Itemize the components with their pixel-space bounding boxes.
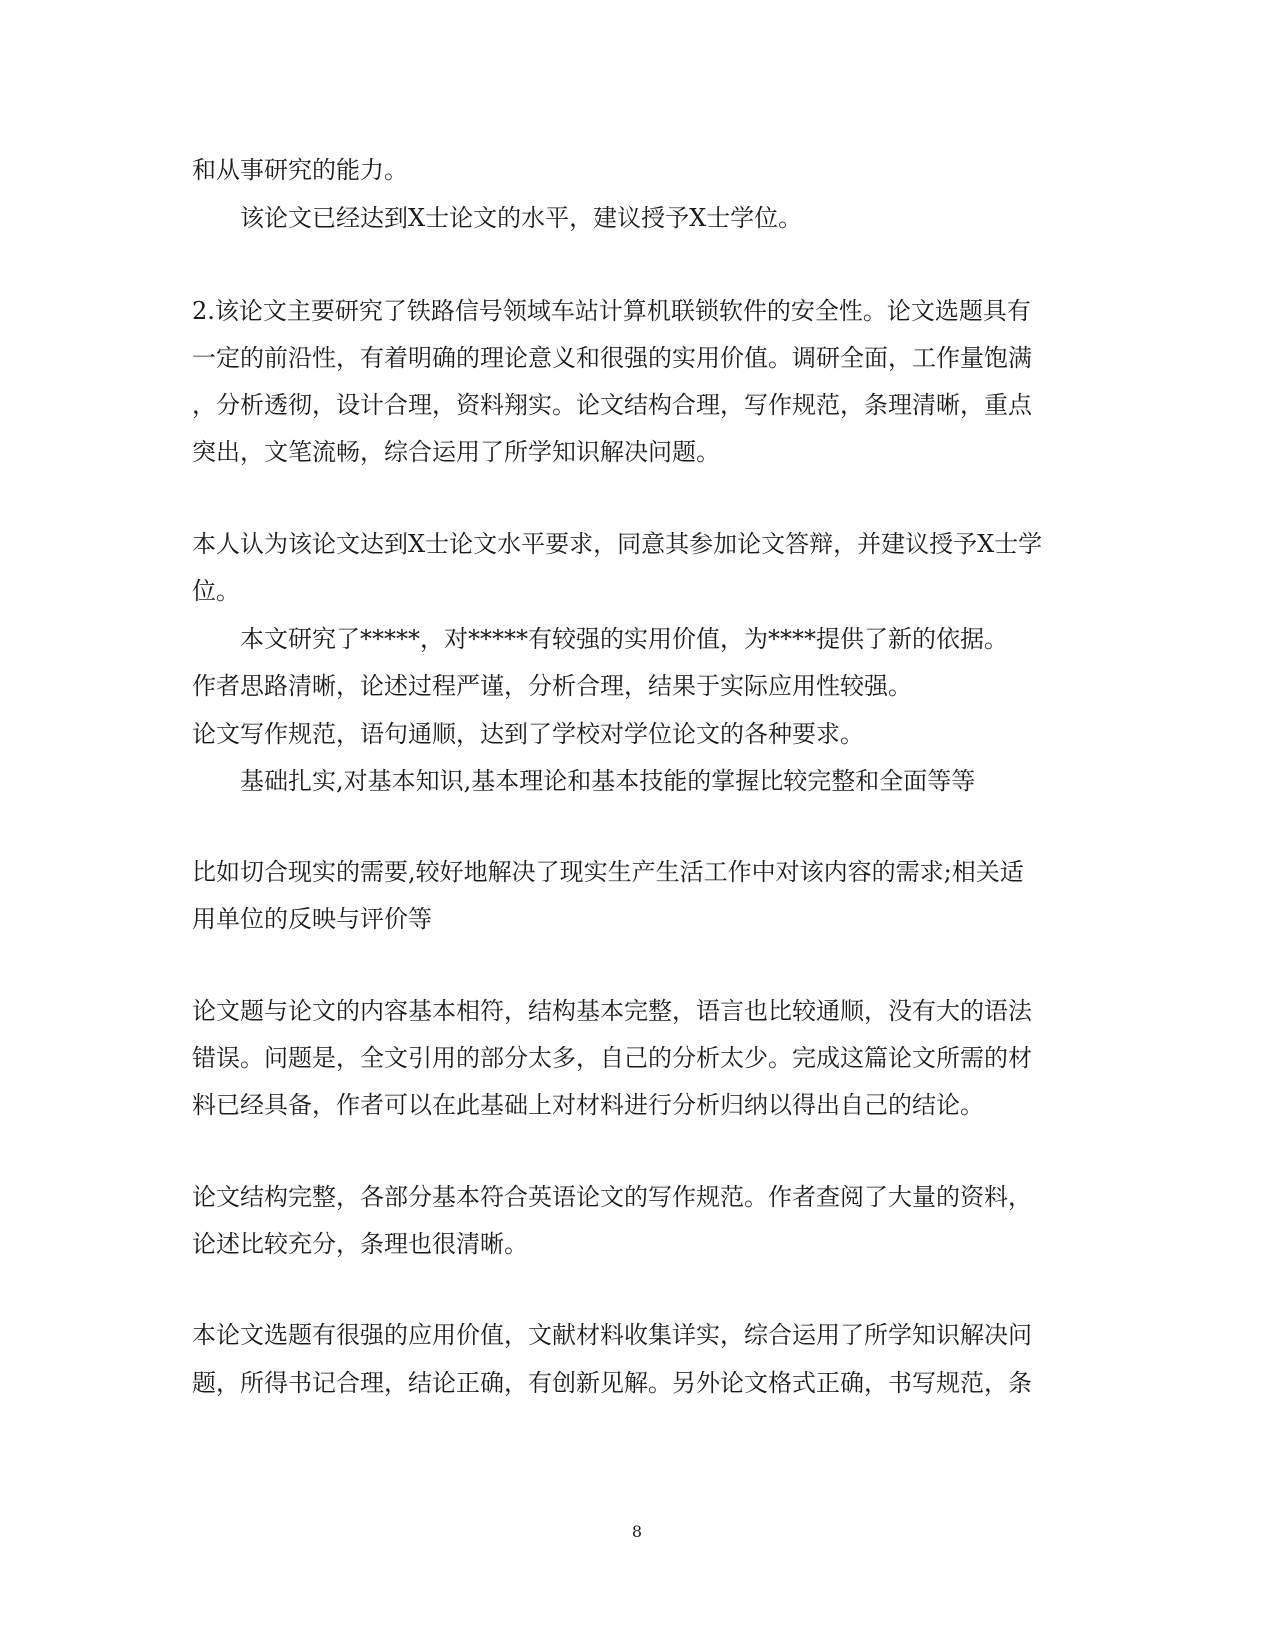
text-line: 论文结构完整，各部分基本符合英语论文的写作规范。作者查阅了大量的资料， [192,1183,1032,1211]
text-line: 一定的前沿性，有着明确的理论意义和很强的实用价值。调研全面，工作量饱满 [192,344,1032,372]
text-line: 该论文已经达到X士论文的水平，建议授予X士学位。 [240,204,803,232]
text-line: 本论文选题有很强的应用价值，文献材料收集详实，综合运用了所学知识解决问 [192,1321,1032,1349]
text-line: 论文写作规范，语句通顺，达到了学校对学位论文的各种要求。 [192,720,864,748]
text-line: 位。 [192,577,240,605]
text-line: 本人认为该论文达到X士论文水平要求，同意其参加论文答辩，并建议授予X士学 [192,530,1043,558]
text-line: 错误。问题是，全文引用的部分太多，自己的分析太少。完成这篇论文所需的材 [192,1044,1032,1072]
page-number: 8 [631,1522,643,1541]
text-line: 和从事研究的能力。 [192,156,408,184]
text-line: 基础扎实,对基本知识,基本理论和基本技能的掌握比较完整和全面等等 [240,767,976,795]
text-line: 料已经具备，作者可以在此基础上对材料进行分析归纳以得出自己的结论。 [192,1091,984,1119]
text-line: 论文题与论文的内容基本相符，结构基本完整，语言也比较通顺，没有大的语法 [192,997,1032,1025]
text-line: 作者思路清晰，论述过程严谨，分析合理，结果于实际应用性较强。 [192,672,912,700]
text-line: 本文研究了*****，对*****有较强的实用价值，为****提供了新的依据。 [240,625,1008,653]
text-line: 论述比较充分，条理也很清晰。 [192,1230,528,1258]
text-line: 题，所得书记合理，结论正确，有创新见解。另外论文格式正确，书写规范，条 [192,1369,1032,1397]
text-line: ，分析透彻，设计合理，资料翔实。论文结构合理，写作规范，条理清晰，重点 [192,391,1032,419]
text-line: 2.该论文主要研究了铁路信号领域车站计算机联锁软件的安全性。论文选题具有 [192,297,1031,325]
text-line: 比如切合现实的需要,较好地解决了现实生产生活工作中对该内容的需求;相关适 [192,858,1024,886]
text-line: 用单位的反映与评价等 [192,905,432,933]
text-line: 突出，文笔流畅，综合运用了所学知识解决问题。 [192,438,720,466]
